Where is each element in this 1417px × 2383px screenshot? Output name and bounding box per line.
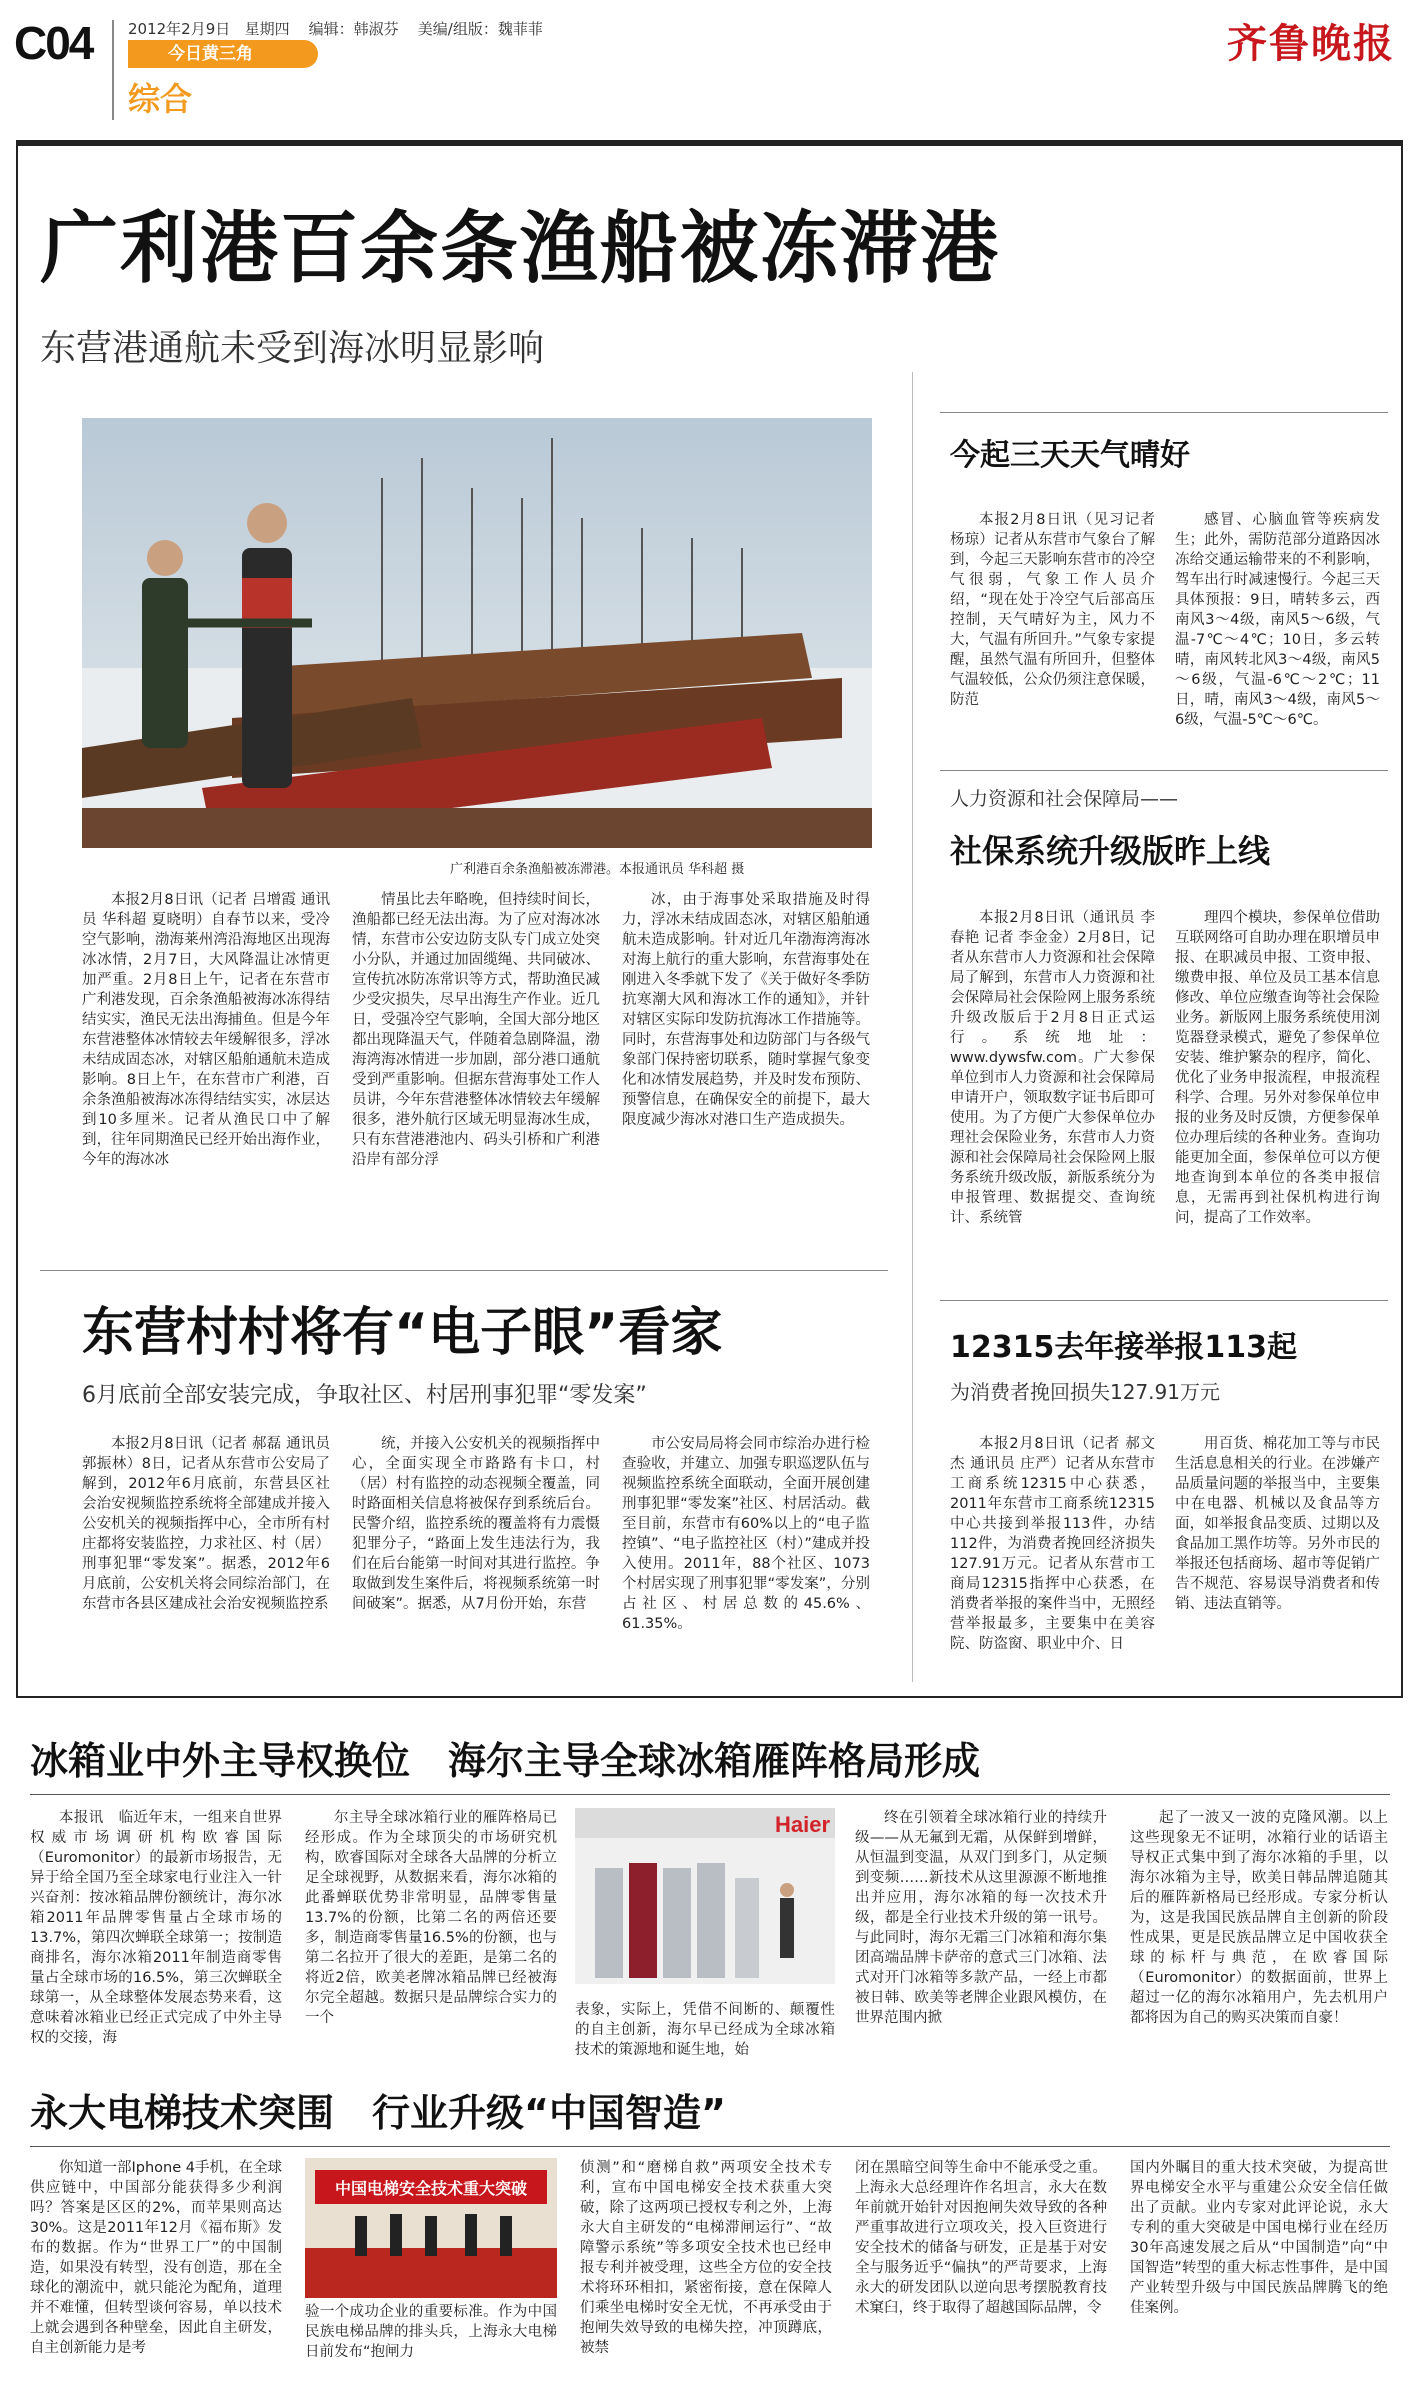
svg-text:Haier: Haier [775, 1812, 831, 1837]
right-column-rule [912, 372, 913, 1682]
date: 2012年2月9日 [128, 20, 231, 38]
elevator-rule [30, 2146, 1390, 2147]
haier-body-col3: 终在引领着全球冰箱行业的持续升级——从无氟到无霜，从保鲜到增鲜，从恒温到变温，从双门到多门，从定频到变频……新技术从这里源源不断地推出并应用，海尔冰箱的每一次技术升级，都是全行业技术升级的第一讯号。与此同时，海尔无霜三门冰箱和海尔集团高端品牌卡萨帝的意式三门冰箱、法式对开门冰箱等多款产品，一经上市都被日韩、欧美等老牌企业跟风模仿，在世界范围内掀 [855, 1810, 1107, 2026]
elevator-title: 永大电梯技术突围 行业升级“中国智造” [30, 2091, 726, 2135]
social-body-col2: 理四个模块，参保单位借助互联网络可自助办理在职增员申报、在职减员申报、工资申报、缴费申报、单位及员工基本信息修改、单位应缴查询等社会保险业务。新版网上服务系统使用浏览器登录模式，避免了参保单位安装、维护繁杂的程序，简化、优化了业务申报流程，申报流程科学、合理。另外对参保单位申报的业务及时反馈，方便参保单位办理后续的各种业务。查询功能更加全面，参保单位可以方便地查询到本单位的各类申报信息，无需再到社保机构进行询问，提高了工作效率。 [1175, 910, 1380, 1226]
e12315-body-col1: 本报2月8日讯（记者 郝文杰 通讯员 庄严）记者从东营市工商系统12315中心获悉，2011年东营市工商系统12315中心共接到举报113件，办结112件，为消费者挽回经济损失127.91万元。记者从东营市工商局12315指挥中心获悉，在消费者举报的案件当中，无照经营举报最多，主要集中在美容院、防盗窗、职业中介、日 [950, 1436, 1155, 1652]
social-title: 社保系统升级版昨上线 [950, 832, 1271, 870]
haier-body-col1: 本报讯 临近年末，一组来自世界权威市场调研机构欧睿国际（Euromonitor）的最新市场报告，无异于给全国乃至全球家电行业注入一针兴奋剂：按冰箱品牌份额统计，海尔冰箱2011年品牌零售量占全球市场的13.7%，第四次蝉联全球第一；按制造商排名，海尔冰箱2011年制造商零售量占全球市场的16.5%，第三次蝉联全球第一，从全球整体发展态势来看，这意味着冰箱业已经正式完成了中外主导权的交接，海 [30, 1810, 282, 2046]
a1-body-col3: 冰，由于海事处采取措施及时得力，浮冰未结成固态冰，对辖区船舶通航未造成影响。针对近几年渤海湾海冰对海上航行的重大影响，东营海事处在刚进入冬季就下发了《关于做好冬季防抗寒潮大风和海冰工作的通知》，并针对辖区实际印发防抗海冰工作措施等。同时，东营海事处和边防部门与各级气象部门保持密切联系，随时掌握气象变化和冰情发展趋势，并及时发布预防、预警信息，在确保安全的前提下，最大限度减少海冰对港口生产造成损失。 [622, 892, 870, 1128]
weather-body-col1: 本报2月8日讯（见习记者 杨琼）记者从东营市气象台了解到，今起三天影响东营市的冷空气很弱，气象工作人员介绍，“现在处于冷空气后部高压控制，天气晴好为主，风力不大，气温有所回升。”气象专家提醒，虽然气温有所回升，但整体气温较低，公众仍须注意保暖，防范 [950, 512, 1155, 708]
a1-subtitle: 东营港通航未受到海冰明显影响 [40, 328, 545, 369]
weather-top-rule [940, 412, 1388, 413]
elevator-body-col3: 侦测”和“磨梯自救”两项安全技术专利，宣布中国电梯安全技术获重大突破，除了这两项已授权专利之外，上海永大自主研发的“电梯滞闸运行”、“故障警示系统”等多项安全技术也已经申报专利并被受理，这些全方位的安全技术将环环相扣，紧密衔接，意在保障人们乘坐电梯时安全无忧，不再承受由于抱闸失效导致的电梯失控，冲顶蹲底，被禁 [580, 2160, 832, 2356]
elevator-body-col5: 国内外瞩目的重大技术突破，为提高世界电梯安全水平与重建公众安全信任做出了贡献。业内专家对此评论说，永大专利的重大突破是中国电梯行业在经历30年高速发展之后从“中国制造”向“中国智造”转型的重大标志性事件，是中国产业转型升级与中国民族品牌腾飞的绝佳案例。 [1130, 2160, 1388, 2316]
a1-body-col2: 情虽比去年略晚，但持续时间长，渔船都已经无法出海。为了应对海冰冰情，东营市公安边防支队专门成立处突小分队，并通过加固缆绳、共同破冰、宣传抗冰防冻常识等方式，帮助渔民减少受灾损失，尽早出海生产作业。近几日，受强冷空气影响，全国大部分地区都出现降温天气，伴随着急剧降温，渤海湾海冰情进一步加剧，部分港口通航受到严重影响。但据东营海事处工作人员讲，今年东营港整体冰情较去年缓解很多，港外航行区域无明显海冰生成，只有东营港港池内、码头引桥和广利港沿岸有部分浮 [352, 892, 600, 1168]
masthead-divider [112, 20, 114, 120]
weather-bottom-rule [940, 770, 1388, 771]
a1-title: 广利港百余条渔船被冻滞港 [40, 204, 1001, 294]
haier-body-col2: 尔主导全球冰箱行业的雁阵格局已经形成。作为全球顶尖的市场研究机构，欧睿国际对全球各大品牌的分析立足全球视野，从数据来看，海尔冰箱的此番蝉联优势非常明显，品牌零售量13.7%的份额，比第二名的两倍还要多，制造商零售量16.5%的份额，也与第二名拉开了很大的差距，是第二名的将近2倍，欧美老牌冰箱品牌已经被海尔完全超越。数据只是品牌综合实力的一个 [305, 1810, 557, 2026]
a1-body-col1: 本报2月8日讯（记者 吕增霞 通讯员 华科超 夏晓明）自春节以来，受冷空气影响，渤海莱州湾沿海地区出现海冰冰情，2月7日，大风降温让冰情更加严重。2月8日上午，记者在东营市广利港发现，百余条渔船被海冰冻得结结实实，渔民无法出海捕鱼。但是今年东营港整体冰情较去年缓解很多，浮冰未结成固态冰，对辖区船舶通航未造成影响。8日上午，在东营市广利港，百余条渔船被海冰冻得结结实实，冰层达到10多厘米。记者从渔民口中了解到，往年同期渔民已经开始出海作业，今年的海冰冰 [82, 892, 330, 1168]
haier-title: 冰箱业中外主导权换位 海尔主导全球冰箱雁阵格局形成 [30, 1739, 981, 1783]
a2-subtitle: 6月底前全部安装完成，争取社区、村居刑事犯罪“零发案” [82, 1383, 647, 1408]
haier-body-col4: 起了一波又一波的克隆风潮。以上这些现象无不证明，冰箱行业的话语主导权正式集中到了海尔冰箱的手里，以海尔冰箱为主导，欧美日韩品牌追随其后的雁阵新格局已经形成。专家分析认为，这是我国民族品牌自主创新的阶段性成果，更是民族品牌立足中国收获全球的标杆与典范，在欧睿国际（Euromonitor）的数据面前，世界上超过一亿的海尔冰箱用户，先去机用户都将因为自己的购买决策而自豪！ [1130, 1810, 1388, 2026]
a2-top-rule [40, 1270, 888, 1271]
e12315-subtitle: 为消费者挽回损失127.91万元 [950, 1380, 1220, 1404]
section-name: 综合 [128, 80, 193, 118]
weather-title: 今起三天天气晴好 [950, 438, 1190, 473]
a2-body-col2: 统，并接入公安机关的视频指挥中心，全面实现全市路路有卡口，村（居）村有监控的动态视频全覆盖，同时路面相关信息将被保存到系统后台。民警介绍，监控系统的覆盖将有力震慑犯罪分子，“路面上发生违法行为，我们在后台能第一时间对其进行监控。争取做到发生案件后，将视频系统第一时间破案”。据悉，从7月份开始，东营 [352, 1436, 600, 1612]
elevator-photo-banner: 中国电梯安全技术重大突破 [334, 2179, 528, 2198]
weather-body-col2: 感冒、心脑血管等疾病发生；此外，需防范部分道路因冰冻给交通运输带来的不利影响，驾车出行时减速慢行。今起三天具体预报：9日，晴转多云，西南风3～4级，南风5～6级，气温-7℃～4℃；10日，多云转晴，南风转北风3～4级，南风5～6级，气温-6℃～2℃；11日，晴，南风3～4级，南风5～6级，气温-5℃～6℃。 [1175, 512, 1380, 728]
elevator-photo [305, 2158, 557, 2298]
editor: 编辑：韩淑芬 [308, 20, 399, 38]
social-kicker: 人力资源和社会保障局—— [950, 788, 1179, 810]
elevator-body-col1: 你知道一部Iphone 4手机，在全球供应链中，中国部分能获得多少利润吗？答案是区区的2%，而苹果则高达30%。这是2011年12月《福布斯》发布的数据。作为“世界工厂”的中国制造，如果没有转型，没有创造，那在全球化的潮流中，就只能沦为配角，道理并不难懂，但转型谈何容易，单以技术上就会遇到各种壁垒，因此自主研发，自主创新能力是考 [30, 2160, 282, 2356]
social-body-col1: 本报2月8日讯（通讯员 李春艳 记者 李金金）2月8日，记者从东营市人力资源和社会保障局了解到，东营市人力资源和社会保障局社会保险网上服务系统升级改版后于2月8日正式运行。系统地址：www.dywsfw.com。广大参保单位到市人力资源和社会保障局申请开户，领取数字证书后即可使用。为了方便广大参保单位办理社会保险业务，东营市人力资源和社会保障局社会保险网上服务系统升级改版，新版系统分为申报管理、数据提交、查询统计、系统管 [950, 910, 1155, 1226]
e12315-top-rule [940, 1300, 1388, 1301]
a2-title: 东营村村将有“电子眼”看家 [82, 1303, 723, 1363]
harbor-photo-caption: 广利港百余条渔船被冻滞港。本报通讯员 华科超 摄 [450, 862, 745, 877]
a2-body-col1: 本报2月8日讯（记者 郝磊 通讯员 郭振林）8日，记者从东营市公安局了解到，2012年6月底前，东营县区社会治安视频监控系统将全部建成并接入公安机关的视频指挥中心，全市所有村庄都将安装监控，力求社区、村（居）刑事犯罪“零发案”。据悉，2012年6月底前，公安机关将会同综治部门，在东营市各县区建成社会治安视频监控系 [82, 1436, 330, 1612]
a2-body-col3: 市公安局局将会同市综治办进行检查验收，并建立、加强专职巡逻队伍与视频监控系统全面联动，全面开展创建刑事犯罪“零发案”社区、村居活动。截至目前，东营市有60%以上的“电子监控镇”、“电子监控社区（村）”建成并投入使用。2011年，88个社区、1073个村居实现了刑事犯罪“零发案”，分别占社区、村居总数的45.6%、61.35%。 [622, 1436, 870, 1632]
masthead-date [128, 18, 543, 39]
newspaper-logo: 齐鲁晚报 [1227, 20, 1395, 67]
masthead [0, 0, 1417, 128]
main-frame-top-bar [16, 140, 1403, 146]
page-number: C04 [14, 17, 93, 69]
e12315-title: 12315去年接举报113起 [950, 1330, 1297, 1365]
weekday: 星期四 [244, 20, 290, 38]
haier-body-col2b: 表象，实际上，凭借不间断的、颠覆性的自主创新，海尔早已经成为全球冰箱技术的策源地和诞生地，始 [575, 2002, 835, 2058]
elevator-body-col2b: 验一个成功企业的重要标准。作为中国民族电梯品牌的排头兵，上海永大电梯日前发布“抱闸力 [305, 2304, 557, 2360]
fridge-photo [575, 1808, 835, 1984]
haier-rule [30, 1794, 1390, 1795]
elevator-body-col4: 闭在黑暗空间等生命中不能承受之重。上海永大总经理许作名坦言，永大在数年前就开始针对因抱闸失效导致的各种严重事故进行立项攻关，投入巨资进行安全技术的储备与研发，正是基于对安全与服务近乎“偏执”的严苛要求，上海永大的研发团队以逆向思考摆脱教育技术窠臼，终于取得了超越国际品牌，令 [855, 2160, 1107, 2316]
section-tag: 今日黄三角 [128, 40, 318, 68]
harbor-photo [82, 418, 872, 848]
designer: 美编/组版：魏菲菲 [417, 20, 543, 38]
e12315-body-col2: 用百货、棉花加工等与市民生活息息相关的行业。在涉嫌产品质量问题的举报当中，主要集中在电器、机械以及食品等方面，如举报食品变质、过期以及食品加工黑作坊等。另外市民的举报还包括商场、超市等促销广告不规范、容易误导消费者和传销、违法直销等。 [1175, 1436, 1380, 1612]
